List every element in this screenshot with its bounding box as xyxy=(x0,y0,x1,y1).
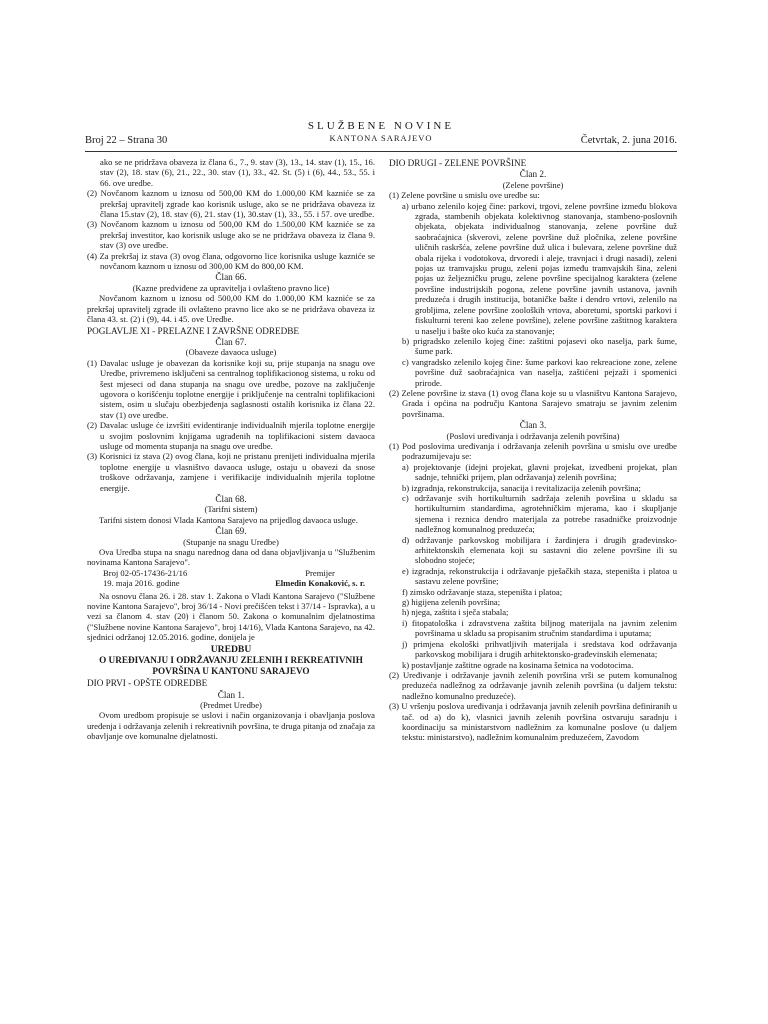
signature-block xyxy=(87,568,375,589)
article-heading: Član 1. xyxy=(217,689,245,700)
left-column xyxy=(87,157,375,742)
paragraph: (1) Zelene površine u smislu ove uredbe su: xyxy=(389,190,540,201)
paragraph: (3) Korisnici iz stava (2) ovog člana, koji ne pristanu prenijeti individualna mjerila toplotne energije u vlasništvo davaoca usluge, ostaju u obavezi da snose troškove održavanja, zamjene i verifikacije individualnih mjerila toplotne energije. xyxy=(87,451,375,493)
paragraph: (2) Davalac usluge će izvršiti evidentiranje individualnih mjerila toplotne energije u svojim poslovnim knjigama ugrađenih na toplifikacioni sistem davaoca usluge od momenta stupanja na snagu ove uredbe. xyxy=(87,420,375,451)
article-subtitle: (Zelene površine) xyxy=(502,179,564,190)
paragraph: Ova Uredba stupa na snagu narednog dana od dana objavljivanja u "Službenim novinama Kantona Sarajevo". xyxy=(87,547,375,568)
paragraph: (1) Davalac usluge je obavezan da korisnike koji su, prije stupanja na snagu ove Uredbe, privremeno isključeni sa centralnog toplifikacionog sistema, u roku od šest mjeseci od dana stupanja na snagu ove uredbe, pozove na zaključenje ugovora o korišćenju toplotne energije i priključenje na centralni toplifikacioni sistem, osim u slučaju obezbjeđenja saglasnosti ostalih korisnika iz člana 22. stav (1) ove uredbe. xyxy=(87,357,375,420)
list-item: i) fitopatološka i zdravstvena zaštita biljnog materijala na javnim zelenim površinama u skladu sa propisanim stručnim standardima i uputama; xyxy=(402,617,677,639)
paragraph: (2) Zelene površine iz stava (1) ovog člana koje su u vlasništvu Kantona Sarajevo, Grada i općina na području Kantona Sarajevo smatraju se javnim zelenim površinama. xyxy=(389,387,677,419)
document-number: Broj 02-05-17436-21/16 xyxy=(103,567,188,578)
article-heading: Član 68. xyxy=(215,494,247,504)
article-subtitle: (Kazne predviđene za upravitelja i ovlašteno pravno lice) xyxy=(132,282,330,293)
chapter-heading: POGLAVLJE XI - PRELAZNE I ZAVRŠNE ODREDBE xyxy=(87,325,299,336)
list-item: b) izgradnja, rekonstrukcija, sanacija i revitalizacija zelenih površina; xyxy=(402,482,641,493)
paragraph: Tarifni sistem donosi Vlada Kantona Sarajevo na prijedlog davaoca usluge. xyxy=(99,514,358,525)
list-item: a) projektovanje (idejni projekat, glavni projekat, izvedbeni projekat, plan sadnje, tehnički prijem, plan održavanja) zelenih površina; xyxy=(402,461,677,483)
regulation-title: UREDBU xyxy=(210,643,252,655)
list-item: b) prigradsko zelenilo kojeg čine: zaštitni pojasevi oko naselja, park šume, šume park. xyxy=(402,335,677,357)
article-heading: Član 66. xyxy=(215,272,247,283)
article-subtitle: (Obaveze davaoca usluge) xyxy=(185,347,277,358)
part-heading: DIO PRVI - OPŠTE ODREDBE xyxy=(87,678,208,689)
signatory-name: Elmedin Konaković, s. r. xyxy=(275,578,365,589)
paragraph: Na osnovu člana 26. i 28. stav 1. Zakona o Vladi Kantona Sarajevo ("Službene novine Kantona Sarajevo", broj 36/14 - Novi prečišćen tekst i 37/14 - Ispravka), a u vezi sa članom 4. stav (20) i članom 50. Zakona o komunalnim djelatnostima ("Službene novine Kantona Sarajevo", broj 14/16), Vlada Kantona Sarajevo, na 42. sjednici održanoj 12.05.2016. godine, donijela je xyxy=(87,590,375,643)
list-item: e) izgradnja, rekonstrukcija i održavanje pješačkih staza, stepeništa i platoa u sastavu zelene površine; xyxy=(402,565,677,587)
article-heading: Član 2. xyxy=(519,169,547,180)
page-header xyxy=(85,120,677,154)
list-item: h) njega, zaštita i sječa stabala; xyxy=(402,607,509,618)
gazette-title: SLUŽBENE NOVINE xyxy=(307,120,455,132)
list-item: c) održavanje svih hortikulturnih sadržaja zelenih površina u skladu sa hortikulturnim standardima, agrotehničkim mjerama, kao i skupljanje sjemena i reznica dendro materijala za potrebe rasadničke proizvodnje nadležnog komunalnog preduzeća; xyxy=(402,493,677,535)
article-subtitle: (Tarifni sistem) xyxy=(204,504,258,515)
paragraph: (1) Pod poslovima uređivanja i održavanja zelenih površina u smislu ove uredbe podrazumijevaju se: xyxy=(389,440,677,462)
list-item: c) vangradsko zelenilo kojeg čine: šume parkovi kao rekreacione zone, zelene površine duž saobraćajnica van naselja, zaštićeni pejzaži i spomenici prirode. xyxy=(402,356,677,388)
signatory-title: Premijer xyxy=(305,567,335,578)
issue-date: Četvrtak, 2. juna 2016. xyxy=(580,135,677,146)
article-heading: Član 69. xyxy=(215,526,247,537)
regulation-subtitle: O UREĐIVANJU I ODRŽAVANJU ZELENIH I REKREATIVNIH POVRŠINA U KANTONU SARAJEVO xyxy=(99,655,363,677)
article-heading: Član 3. xyxy=(519,420,547,431)
list-item: a) urbano zelenilo kojeg čine: parkovi, trgovi, zelene površine između blokova zgrada, stambenih objekata kolektivnog stanovanja, stambeno-poslovnih objekata, objekata individualnog stanovanja, zelene površine duž saobraćajnica (skverovi, zelene površine duž pločnika, zelene površine uličnih raskršća, zelene površine duž ulica i bulevara, zelene površine duž obala rijeka i vodotokova, drvoredi i aleje, travnjaci i drugi nasadi), zeleni pojas uz tramvajsku prugu, zeleni pojas između tramvajskih šina, zeleni pojas uz željezničku prugu, zelene površine specijalnog karaktera (zelene površine industrijskih pogona, zelene površine javnih ustanova, javnih preduzeća i drugih institucija, botaničke bašte i dendro vrtovi, zelenilo na grobljima, zelene površine zooloških vrtova, aboretumi, sportski parkovi i fiskulturni tereni kao zelene površine), zelene površine zaštitnog karaktera u naselju i bašte oko kuća za stanovanje; xyxy=(402,200,677,336)
header-divider xyxy=(85,151,677,152)
paragraph: Novčanom kaznom u iznosu od 500,00 KM do 1.000,00 KM kazniće se za prekršaj upravitelj zgrade ili ovlašteno pravno lice ako se ne pridržava obaveza iz člana 43. st. (2) i (9), 44. i 45. ove Uredbe. xyxy=(87,293,375,325)
issue-page-number: Broj 22 – Strana 30 xyxy=(85,135,168,146)
list-item: d) održavanje parkovskog mobilijara i žardinjera i drugih građevinsko-arhitektonskih elemenata koji su sastavni dio zelene površine ili su slobodno stojeće; xyxy=(402,534,677,566)
paragraph: (3) U vršenju poslova uređivanja i održavanja javnih zelenih površina definiranih u tač. od a) do k), vlasnici javnih zelenih površina ostvaruju saradnju i koordinaciju sa ministarstvom nadležnim za komunalne poslove (u daljem tekstu: ministarstvo), nadležnim komunalnim preduzećem, Zavodom xyxy=(389,701,677,743)
paragraph: ako se ne pridržava obaveza iz člana 6., 7., 9. stav (3), 13., 14. stav (1), 15., 16. stav (2), 18. stav (6), 21., 22., 30. stav (1), 33., 42. St. (5) i (6), 44., 53., 55. i 66. ove uredbe. xyxy=(100,157,375,188)
paragraph: (2) Novčanom kaznom u iznosu od 500,00 KM do 1.000,00 KM kazniće se za prekršaj upravitelj zgrade kao korisnik usluge, ako se ne pridržava obaveza iz člana 15.stav (2), 18. stav (6), 21. stav (1), 30.stav (1), 33., 55. i 57. ove uredbe. xyxy=(87,188,375,220)
list-item: f) zimsko održavanje staza, stepeništa i platoa; xyxy=(402,586,563,597)
paragraph: (3) Novčanom kaznom u iznosu od 500,00 KM do 1.500,00 KM kazniće se za prekršaj investitor, kao korisnik usluge ako se ne pridržava obaveza iz člana 9. stav (3) ove uredbe. xyxy=(87,219,375,251)
article-heading: Član 67. xyxy=(215,336,247,347)
article-subtitle: (Predmet Uredbe) xyxy=(200,699,262,710)
gazette-subtitle: KANTONA SARAJEVO xyxy=(329,133,433,143)
list-item: j) primjena ekološki prihvatljivih materijala i sredstava kod održavanja parkovskog mobilijara i drugih arhitektonsko-građevinskih elemenata; xyxy=(402,638,677,660)
paragraph: (4) Za prekršaj iz stava (3) ovog člana, odgovorno lice korisnika usluge kazniće se novčanom kaznom u iznosu od 300,00 KM do 800,00 KM. xyxy=(87,250,375,272)
right-column xyxy=(389,157,677,743)
part-heading: DIO DRUGI - ZELENE POVRŠINE xyxy=(389,158,527,168)
list-item: g) higijena zelenih površina; xyxy=(402,597,501,608)
paragraph: Ovom uredbom propisuje se uslovi i način organizovanja i obavljanja poslova uređenja i održavanja zelenih i rekreativnih površina, te druga pitanja od značaja za obavljanje ove komunalne djelatnosti. xyxy=(87,710,375,742)
paragraph: (2) Uređivanje i održavanje javnih zelenih površina vrši se putem komunalnog preduzeća nadležnog za održavanje javnih zelenih površina (u daljem tekstu: nadležno komunalno preduzeće). xyxy=(389,669,677,701)
article-subtitle: (Poslovi uređivanja i održavanja zelenih površina) xyxy=(446,430,620,441)
article-subtitle: (Stupanje na snagu Uredbe) xyxy=(183,536,279,547)
list-item: k) postavljanje zaštitne ograde na kosinama šetnica na vodotocima. xyxy=(402,659,634,670)
document-date: 19. maja 2016. godine xyxy=(103,578,180,589)
